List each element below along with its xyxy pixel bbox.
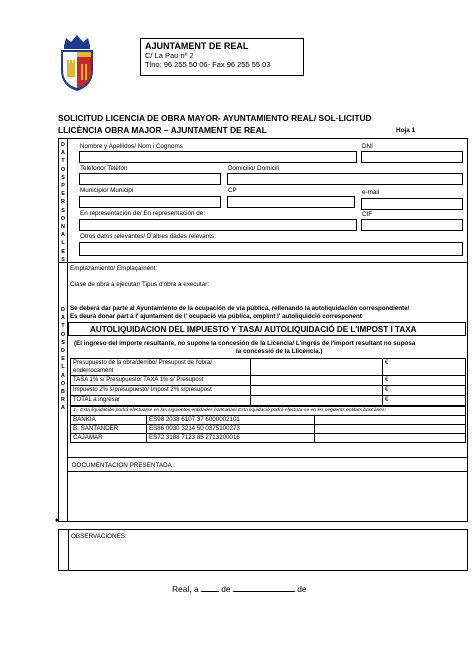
section-divider <box>58 262 468 263</box>
divider <box>68 471 468 472</box>
cif-label: CIF <box>362 211 373 218</box>
vertical-letter: A <box>61 405 65 412</box>
amount-field[interactable]: € <box>385 360 389 366</box>
autoliquidacion-title: AUTOLIQUIDACION DEL IMPUESTO Y TASA/ AUTOLIQUIDACIÓ DE L'IMPOST I TAXA <box>68 322 466 336</box>
vertical-letter: S <box>61 207 65 214</box>
nombre-label: Nombre y Apellidos/ Nom i Cognoms <box>80 143 183 150</box>
vertical-letter: T <box>61 158 65 165</box>
form-title-line2: LLICÈNCIA OBRA MAJOR – AJUNTAMENT DE REAL <box>58 125 267 135</box>
representacion-label: En representación de/ En representación de: <box>80 210 205 217</box>
bullet-icon: ♦ <box>55 517 59 524</box>
vertical-letter: O <box>60 331 66 338</box>
bank-iban: ES72 3188 7123 85 2713200016 <box>147 434 315 442</box>
liquidacion-row <box>71 376 465 386</box>
telefono-field[interactable] <box>79 173 221 185</box>
dni-label: DNI <box>362 143 373 150</box>
vertical-letter: O <box>60 215 66 222</box>
domicilio-label: Domicilio/ Domicili <box>228 165 280 172</box>
amount-field[interactable]: € <box>385 377 389 383</box>
email-label: e-mail <box>362 189 380 196</box>
signature-line <box>172 584 307 594</box>
liquidacion-blank <box>251 396 383 405</box>
vertical-letter: A <box>61 232 65 239</box>
municipio-label: Municipio/ Municipi <box>80 187 134 194</box>
vertical-letter: A <box>61 315 65 322</box>
vertical-letter: A <box>61 372 65 379</box>
municipio-field[interactable] <box>79 196 221 208</box>
bank-row <box>71 434 465 442</box>
bank-iban: ES98 2038 6107 37 6000002101 <box>147 416 315 424</box>
liquidacion-blank <box>251 376 383 385</box>
vertical-letter: P <box>61 183 65 190</box>
representacion-field[interactable] <box>79 219 357 231</box>
vertical-letter: B <box>61 389 65 396</box>
signature-place: Real, a <box>172 584 199 594</box>
vertical-letter: A <box>61 150 65 157</box>
otros-label: Otros datos relevantes/ D'altres dades relevants: <box>80 233 216 240</box>
cp-label: CP <box>228 187 237 194</box>
datos-personales-vertical-label <box>58 138 68 262</box>
clase-obra-label: Clase de obra a ejecutar/ Tipus d'obra a executar: <box>70 281 210 288</box>
form-title-line1: SOLICITUD LICENCIA DE OBRA MAYOR- AYUNTAMIENTO REAL/ SOL·LICITUD <box>58 113 372 123</box>
org-address: C/ La Pau nº 2 <box>145 51 194 60</box>
day-blank[interactable] <box>201 584 219 592</box>
vertical-letter: O <box>60 166 66 173</box>
header-box <box>140 38 304 76</box>
via-publica-note-va: Es deurà donar part a l' ajuntament de l' ocupació via pública, omplint l' autoliquidció corresponent <box>70 313 362 320</box>
signature-de2: de <box>297 584 307 594</box>
datos-obra-vertical-label <box>58 262 68 522</box>
vertical-letter: O <box>60 380 66 387</box>
amount-field[interactable]: € <box>385 397 389 403</box>
ingreso-note-line2: la concessió de la Llicència.) <box>236 348 323 355</box>
liquidacion-table <box>70 358 466 406</box>
cif-field[interactable] <box>361 219 463 231</box>
vertical-letter: E <box>61 248 65 255</box>
divider <box>68 457 468 458</box>
liquidacion-row <box>71 359 465 376</box>
email-field[interactable] <box>361 198 463 210</box>
liquidacion-label: TASA 1% s/ Presupuesto/ TAXA 1% s/ Presupost <box>71 376 251 385</box>
emplazamiento-label: Emplazamiento/ Emplaçament: <box>70 265 158 272</box>
vertical-letter: R <box>61 397 65 404</box>
vertical-letter: D <box>61 348 65 355</box>
liquidacion-blank <box>251 386 383 395</box>
vertical-letter: N <box>61 224 65 231</box>
liquidacion-label: Impuesto 2% s/presupuesto/ Impost 2% s/presupost <box>71 386 251 395</box>
bank-iban: ES86 0030 3214 50 0375100273 <box>147 425 315 433</box>
vertical-letter: E <box>61 191 65 198</box>
via-publica-note-es: Se deberá dar parte al Ayuntamiento de la ocupación de vía pública, rellenando la autoliquidación correspondiente/ <box>70 305 410 312</box>
nombre-field[interactable] <box>79 151 357 163</box>
coat-of-arms-logo <box>56 30 98 92</box>
org-phone: Tlno: 96 255 50 06- Fax 96 255 55 03 <box>145 60 271 69</box>
documentacion-label: DOCUMENTACION PRESENTADA : <box>72 462 175 469</box>
bank-note: 1.- Esta liquidación podrá efectuarse en las siguientes entidades bancarias/ Esta liquidació podrà efectuar-se en les següents entitats bancàries: <box>70 406 466 416</box>
bank-name: B. SANTANDER <box>71 425 147 433</box>
observaciones-label: OBSERVACIONES: <box>71 533 127 540</box>
domicilio-field[interactable] <box>227 173 463 185</box>
month-blank[interactable] <box>233 584 295 592</box>
amount-field[interactable]: € <box>385 387 389 393</box>
otros-field[interactable] <box>79 242 463 256</box>
liquidacion-label: Presupuesto de la obra/derribo/ Presupost de l'obra/ enderrocament <box>71 359 251 375</box>
ingreso-note-line1: (El ingreso del importe resultante, no supone la concesión de la Licencia/ L'ingrés de l'import resultant no suposa <box>74 340 416 347</box>
telefono-label: Teléfono/ Telèfon <box>80 165 128 172</box>
vertical-letter: S <box>61 256 65 263</box>
signature-de1: de <box>221 584 231 594</box>
bank-list <box>70 416 466 443</box>
vertical-letter: L <box>61 240 65 247</box>
observaciones-box[interactable] <box>58 529 468 571</box>
vertical-letter: E <box>61 356 65 363</box>
liquidacion-row <box>71 386 465 396</box>
liquidacion-row <box>71 396 465 405</box>
vertical-letter: D <box>61 307 65 313</box>
vertical-letter: L <box>61 364 65 371</box>
vertical-letter: T <box>61 323 65 330</box>
org-name: AJUNTAMENT DE REAL <box>145 41 249 51</box>
liquidacion-label: TOTAL a ingresar <box>71 396 251 405</box>
bank-row <box>71 425 465 434</box>
bank-name: BANKIA <box>71 416 147 424</box>
cp-field[interactable] <box>227 196 355 208</box>
vertical-letter: D <box>61 142 65 148</box>
vertical-letter: S <box>61 174 65 181</box>
dni-field[interactable] <box>361 151 463 163</box>
vertical-letter: S <box>61 339 65 346</box>
vertical-letter: R <box>61 199 65 206</box>
bank-row <box>71 416 465 425</box>
liquidacion-blank <box>251 359 383 375</box>
sheet-number: Hoja 1 <box>396 127 416 134</box>
bank-name: CAJAMAR <box>71 434 147 442</box>
